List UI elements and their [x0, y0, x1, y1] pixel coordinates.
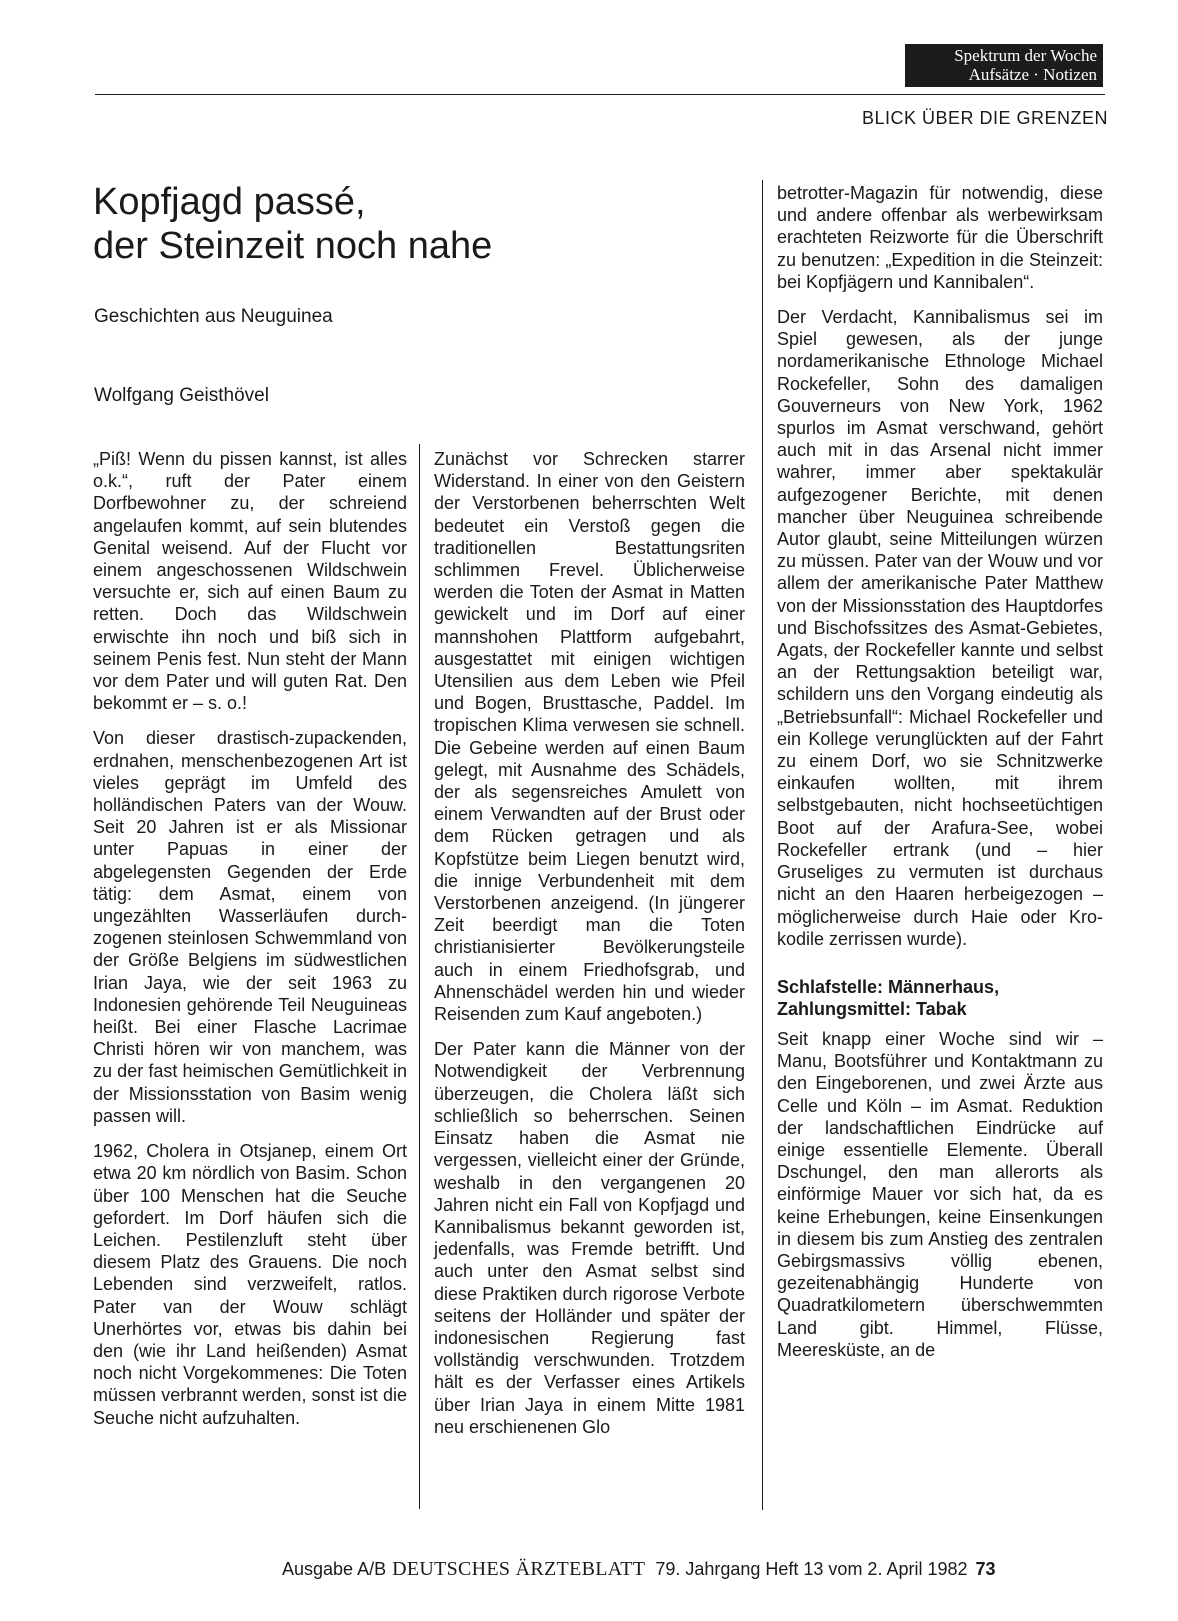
badge-line-1: Spektrum der Woche — [954, 46, 1097, 65]
article-title — [93, 180, 492, 268]
header-rule — [95, 94, 1105, 95]
subheading-line-2: Zahlungsmittel: Tabak — [777, 998, 967, 1019]
section-badge — [905, 44, 1103, 87]
paragraph: Von dieser drastisch-zupackenden, erdnahen, menschenbezogenen Art ist vieles geprägt im Umfeld des holländischen Paters van der Wouw. Seit 20 Jahren ist er als Missionar unter Papuas in einer der abgelegensten Gegenden der Erde tätig: dem Asmat, einem von ungezählten Wasserläufen durchzogenen steinlosen Schwemmland von der Größe Belgiens im südwestlichen Irian Jaya, wie der seit 1963 zu Indonesien gehörende Teil Neuguineas heißt. Bei einer Flasche Lacrimae Christi hören wir von manchem, was zu der fast heimischen Gemütlichkeit in der Missionsstation von Basim wenig passen will. — [93, 728, 407, 1126]
footer-edition: Ausgabe A/B — [282, 1559, 387, 1579]
paragraph: 1962, Cholera in Otsjanep, einem Ort etwa 20 km nördlich von Basim. Schon über 100 Menschen hat die Seuche gefordert. Im Dorf häufen sich die Leichen. Pestilenzluft steht über diesem Platz des Grauens. Die noch Lebenden sind verzweifelt, ratlos. Pater van der Wouw schlägt Unerhörtes vor, etwas bis dahin bei den (wie ihr Land heißenden) Asmat noch nicht Vorgekommenes: Die Toten müssen verbrannt werden, sonst ist die Seuche nicht aufzuhalten. — [93, 1141, 407, 1428]
paragraph: Zunächst vor Schrecken starrer Widerstand. In einer von den Geistern der Verstorbenen beherrschten Welt bedeutet ein Verstoß gegen die traditionellen Bestattungsriten schlimmen Frevel. Üblicherweise werden die Toten der Asmat in Matten gewickelt und im Dorf auf einer mannshohen Plattform aufgebahrt, ausgestattet mit einigen wichtigen Utensilien aus dem Leben wie Pfeil und Bogen, Brusttasche, Paddel. Im tropischen Klima verwesen sie schnell. Die Gebeine werden auf einen Baum gelegt, mit Ausnahme des Schädels, der als segensreiches Amulett von einem Verwandten auf der Brust oder dem Rücken getragen und als Kopfstütze beim Liegen benutzt wird, die innige Verbundenheit mit dem Verstorbenen anzeigend. (In jüngerer Zeit beerdigt man die Toten christianisierter Bevölkerungsteile auch in einem Friedhofsgrab, und Ahnenschädel werden hin und wieder Reisenden zum Kauf angeboten.) — [434, 449, 745, 1025]
footer-journal: DEUTSCHES ÄRZTEBLATT — [392, 1558, 646, 1580]
subheading — [777, 976, 1103, 1020]
text-column-1 — [93, 448, 407, 1442]
footer-issue: 79. Jahrgang Heft 13 vom 2. April 1982 — [655, 1559, 968, 1579]
column-divider-1 — [419, 444, 420, 1509]
paragraph: Seit knapp einer Woche sind wir – Manu, Bootsführer und Kontaktmann zu den Eingeborenen, und zwei Ärzte aus Celle und Köln – im Asmat. Reduktion der landschaftlichen Eindrücke auf einige essentielle Elemente. Überall Dschungel, den man allerorts als einförmige Mauer vor sich hat, da es keine Erhebungen, keine Einsenkungen in diesem bis zum Anstieg des zentralen Gebirgsmassivs völlig ebenen, gezeitenabhängig Hunderte von Quadratkilometern überschwemmten Land gibt. Himmel, Flüsse, Meeresküste, an de — [777, 1028, 1103, 1360]
subheading-line-1: Schlafstelle: Männerhaus, — [777, 976, 1000, 997]
paragraph: Der Pater kann die Männer von der Notwendigkeit der Verbrennung überzeugen, die Cholera läßt sich schließlich so beherrschen. Seinen Einsatz haben die Asmat nie vergessen, vielleicht einer der Gründe, weshalb in den vergangenen 20 Jahren nicht ein Fall von Kopfjagd und Kannibalismus bekannt geworden ist, jedenfalls, was Fremde betrifft. Und auch unter den Asmat selbst sind diese Praktiken durch rigorose Verbote seitens der Holländer und später der indonesischen Regierung fast vollständig verschwunden. Trotzdem hält es der Verfasser eines Artikels über Irian Jaya in einem Mitte 1981 neu erschienenen Glo — [434, 1039, 745, 1437]
section-label: BLICK ÜBER DIE GRENZEN — [861, 108, 1108, 128]
badge-line-2: Aufsätze · Notizen — [968, 65, 1097, 84]
column-divider-2 — [762, 180, 763, 1510]
page-footer — [282, 1558, 996, 1581]
page-number: 73 — [975, 1559, 996, 1579]
paragraph: betrotter-Magazin für notwendig, diese und andere offenbar als werbewirksam erachteten Reizworte für die Überschrift zu benutzen: „Expedition in die Steinzeit: bei Kopfjägern und Kannibalen“. — [777, 183, 1103, 292]
text-column-3 — [777, 182, 1103, 1374]
title-line-2: der Steinzeit noch nahe — [93, 225, 493, 267]
paragraph: Der Verdacht, Kannibalismus sei im Spiel gewesen, als der junge nordamerikanische Ethnologe Michael Rockefeller, Sohn des damaligen Gouverneurs von New York, 1962 spurlos im Asmat verschwand, gehört auch mit in das Arsenal nicht immer wahrer, immer aber spektakulär aufgezogener Berichte, mit denen mancher über Neuguinea schreibende Autor glaubt, seine Mitteilungen würzen zu müssen. Pater van der Wouw und vor allem der amerikanische Pater Matthew von der Missionsstation des Hauptdorfes und Bischofssitzes des Asmat-Gebietes, Agats, der Rockefeller kannte und selbst an der Rettungsaktion beteiligt war, schildern uns den Vorgang eindeutig als „Betriebsunfall“: Michael Rockefeller und ein Kollege verunglückten auf der Fahrt zu einem Dorf, wo sie Schnitzwerke einkaufen wollten, mit ihrem selbstgebauten, nicht hochseetüchtigen Boot auf der Arafura-See, wobei Rockefeller ertrank (und – hier Gruseliges zu vermuten ist durchaus nicht an den Haaren herbeigezogen – möglicherweise durch Haie oder Krokodile zerrissen wurde). — [777, 307, 1103, 949]
title-line-1: Kopfjagd passé, — [93, 181, 366, 223]
paragraph: „Piß! Wenn du pissen kannst, ist alles o.k.“, ruft der Pater einem Dorfbewohner zu, der schreiend angelaufen kommt, auf sein blutendes Genital weisend. Auf der Flucht vor einem angeschossenen Wildschwein versuchte er, sich auf einen Baum zu retten. Doch das Wildschwein erwischte ihn noch und biß sich in seinem Penis fest. Nun steht der Mann vor dem Pater und will guten Rat. Den bekommt er – s. o.! — [93, 449, 407, 714]
article-author: Wolfgang Geisthövel — [94, 385, 269, 406]
text-column-2 — [434, 448, 745, 1451]
article-subtitle: Geschichten aus Neuguinea — [94, 306, 333, 327]
